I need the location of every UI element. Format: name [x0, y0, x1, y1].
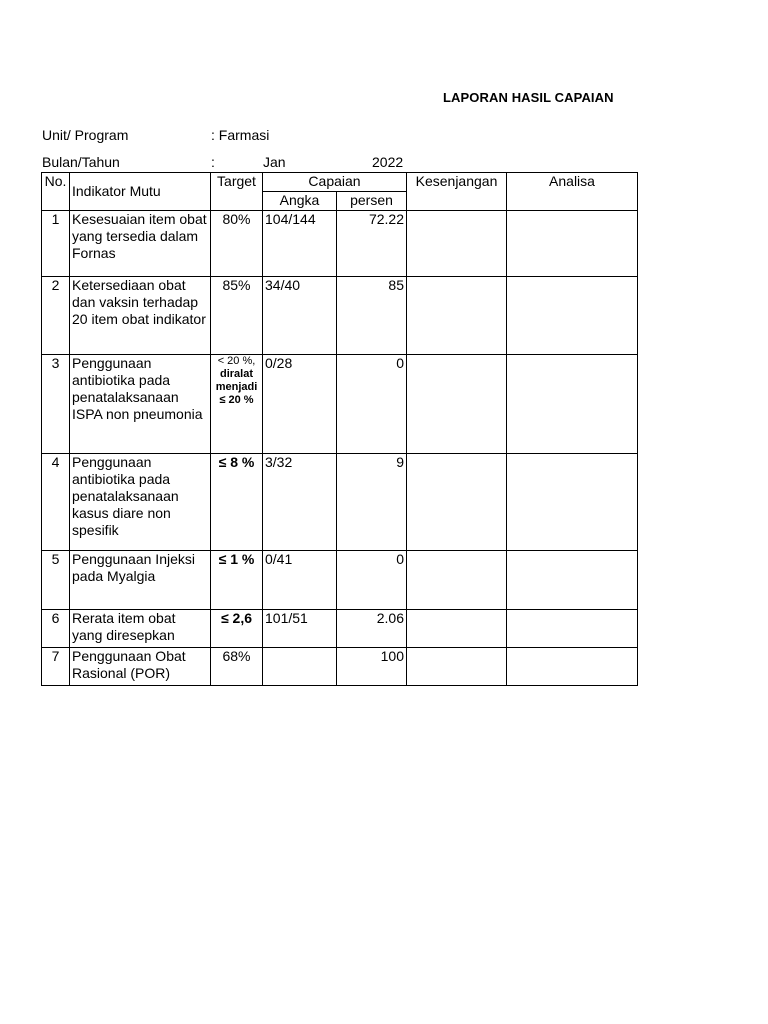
row-angka: 3/32: [263, 454, 337, 551]
row-target: ≤ 8 %: [211, 454, 263, 551]
row-kesenjangan: [407, 277, 507, 355]
header-capaian: Capaian: [263, 173, 407, 192]
row-kesenjangan: [407, 211, 507, 277]
period-year: 2022: [372, 154, 404, 170]
row-kesenjangan: [407, 551, 507, 610]
header-no: No.: [42, 173, 70, 211]
header-persen: persen: [337, 192, 407, 211]
unit-value: : Farmasi: [211, 127, 270, 143]
row-indikator: Ketersediaan obat dan vaksin terhadap 20 item obat indikator: [70, 277, 211, 355]
row-no: 1: [42, 211, 70, 277]
row-indikator: Kesesuaian item obat yang tersedia dalam Fornas: [70, 211, 211, 277]
row-angka: 101/51: [263, 610, 337, 648]
row-indikator: Rerata item obat yang diresepkan: [70, 610, 211, 648]
row-kesenjangan: [407, 355, 507, 454]
row-analisa: [507, 454, 638, 551]
row-no: 7: [42, 648, 70, 686]
header-angka: Angka: [263, 192, 337, 211]
table-row: [42, 454, 638, 551]
row-angka: [263, 648, 337, 686]
row-kesenjangan: [407, 610, 507, 648]
header-indikator: Indikator Mutu: [70, 173, 211, 211]
row-indikator: Penggunaan antibiotika pada penatalaksanaan kasus diare non spesifik: [70, 454, 211, 551]
row-analisa: [507, 610, 638, 648]
table-row: [42, 211, 638, 277]
row-no: 5: [42, 551, 70, 610]
row-indikator: Penggunaan antibiotika pada penatalaksanaan ISPA non pneumonia: [70, 355, 211, 454]
row-angka: 0/28: [263, 355, 337, 454]
row-analisa: [507, 355, 638, 454]
row-no: 4: [42, 454, 70, 551]
row-indikator: Penggunaan Injeksi pada Myalgia: [70, 551, 211, 610]
row-kesenjangan: [407, 454, 507, 551]
row-persen: 0: [337, 355, 407, 454]
row-angka: 0/41: [263, 551, 337, 610]
table-row: [42, 277, 638, 355]
table-row: [42, 355, 638, 454]
period-colon: :: [211, 154, 215, 170]
row-no: 2: [42, 277, 70, 355]
row-kesenjangan: [407, 648, 507, 686]
row-persen: 85: [337, 277, 407, 355]
row-target: 68%: [211, 648, 263, 686]
row-target: 85%: [211, 277, 263, 355]
row-persen: 2.06: [337, 610, 407, 648]
row-target: ≤ 2,6: [211, 610, 263, 648]
row-target: 80%: [211, 211, 263, 277]
report-title: LAPORAN HASIL CAPAIAN: [443, 90, 614, 105]
row-no: 6: [42, 610, 70, 648]
unit-label: Unit/ Program: [42, 127, 129, 143]
row-persen: 72.22: [337, 211, 407, 277]
row-persen: 0: [337, 551, 407, 610]
row-target: [211, 355, 263, 454]
row-analisa: [507, 211, 638, 277]
row-persen: 9: [337, 454, 407, 551]
header-row-1: [42, 173, 638, 192]
header-target: Target: [211, 173, 263, 211]
row-no: 3: [42, 355, 70, 454]
row-persen: 100: [337, 648, 407, 686]
table-row: [42, 648, 638, 686]
period-month: Jan: [263, 154, 286, 170]
row-indikator: Penggunaan Obat Rasional (POR): [70, 648, 211, 686]
target-original: < 20 %,: [217, 355, 256, 367]
row-analisa: [507, 551, 638, 610]
header-kesenjangan: Kesenjangan: [407, 173, 507, 211]
row-target: ≤ 1 %: [211, 551, 263, 610]
table-row: [42, 610, 638, 648]
row-analisa: [507, 277, 638, 355]
table-row: [42, 551, 638, 610]
period-label: Bulan/Tahun: [42, 154, 120, 170]
report-table: [41, 172, 638, 686]
row-analisa: [507, 648, 638, 686]
row-angka: 34/40: [263, 277, 337, 355]
header-analisa: Analisa: [507, 173, 638, 211]
row-angka: 104/144: [263, 211, 337, 277]
target-revision: diralat menjadi ≤ 20 %: [215, 368, 258, 406]
